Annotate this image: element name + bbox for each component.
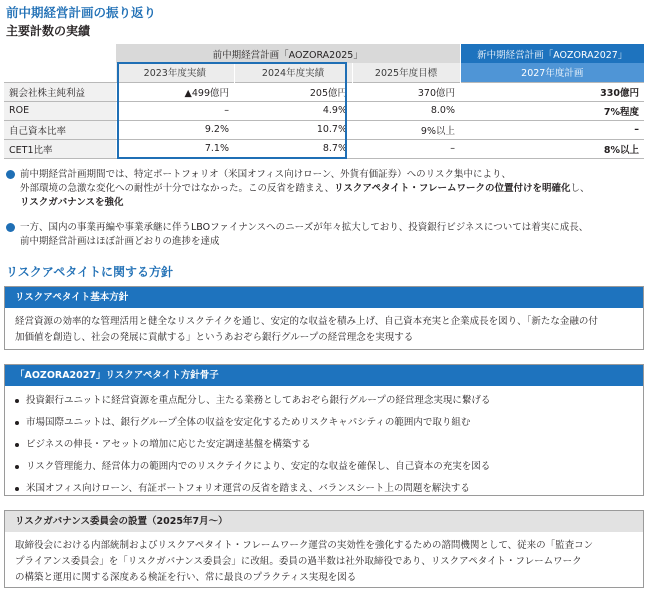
cell-value: 10.7% xyxy=(234,120,352,139)
cell-value: 7.1% xyxy=(116,139,234,158)
row-label: 自己資本比率 xyxy=(4,120,116,139)
table-heading: 主要計数の実績 xyxy=(6,24,91,38)
bullet-text: 前中期経営計画はほぼ計画どおりの進捗を達成 xyxy=(20,236,220,247)
box-text: 経営資源の効率的な管理活用と健全なリスクテイクを通じ、安定的な収益を積み上げ、自己資本充実と企業成長を図り、「新たな金融の付 xyxy=(15,316,598,327)
bullet-dot-icon xyxy=(6,223,15,232)
col-header-2024: 2024年度実績 xyxy=(234,63,352,82)
list-item: 市場国際ユニットは、銀行グループ全体の収益を安定化するためリスクキャパシティの範囲内で取り組む xyxy=(15,416,633,438)
group-header-new-plan: 新中期経営計画「AOZORA2027」 xyxy=(460,44,644,63)
row-label: CET1比率 xyxy=(4,139,116,158)
bullet-text: 一方、国内の事業再編や事業承継に伴うLBOファイナンスへのニーズが年々拡大しており、投資銀行ビジネスについては着実に成長、 xyxy=(20,222,589,233)
cell-value: ▲499億円 xyxy=(116,82,234,101)
col-header-2027-plan: 2027年度計画 xyxy=(460,63,644,82)
cell-value: – xyxy=(460,120,644,139)
table-row xyxy=(4,101,644,120)
bullet-text: し、 xyxy=(570,183,590,194)
cell-value: 8.0% xyxy=(352,101,460,120)
group-header-prev-plan: 前中期経営計画「AOZORA2025」 xyxy=(116,44,460,63)
list-item: ビジネスの伸長・アセットの増加に応じた安定調達基盤を構築する xyxy=(15,438,633,460)
cell-value: – xyxy=(352,139,460,158)
bullet-emphasis: リスクアペタイト・フレームワークの位置付けを明確化 xyxy=(334,183,571,194)
list-item: 米国オフィス向けローン、有証ポートフォリオ運営の反省を踏まえ、バランスシート上の問題を解決する xyxy=(15,482,633,504)
table-corner-2 xyxy=(4,63,116,82)
box-text: 加価値を創造し、社会の発展に貢献する」というあおぞら銀行グループの経営理念を実現する xyxy=(15,332,414,343)
box-title: リスクガバナンス委員会の設置（2025年7月〜） xyxy=(5,511,643,532)
cell-value: 330億円 xyxy=(460,82,644,101)
box-text: プライアンス委員会」を「リスクガバナンス委員会」に改組。委員の過半数は社外取締役であり、リスクアペタイト・フレームワーク xyxy=(15,556,582,567)
table-corner xyxy=(4,44,116,63)
table-row xyxy=(4,82,644,101)
bullet-text: 前中期経営計画期間では、特定ポートフォリオ（米国オフィス向けローン、外貨有価証券）へのリスク集中により、 xyxy=(20,169,511,180)
row-label: ROE xyxy=(4,101,116,120)
table-row xyxy=(4,139,644,158)
list-item: リスク管理能力、経営体力の範囲内でのリスクテイクにより、安定的な収益を確保し、自己資本の充実を図る xyxy=(15,460,633,482)
section-title: リスクアペタイトに関する方針 xyxy=(6,265,174,279)
cell-value: – xyxy=(116,101,234,120)
bullet-dot-icon xyxy=(6,170,15,179)
bullet-emphasis: リスクガバナンスを強化 xyxy=(20,197,124,208)
cell-value: 8%以上 xyxy=(460,139,644,158)
cell-value: 4.9% xyxy=(234,101,352,120)
cell-value: 9.2% xyxy=(116,120,234,139)
col-header-2023: 2023年度実績 xyxy=(116,63,234,82)
risk-governance-committee-box xyxy=(4,510,644,588)
key-figures-table xyxy=(4,44,644,159)
list-item: 投資銀行ユニットに経営資源を重点配分し、主たる業務としてあおぞら銀行グループの経営理念実現に繋げる xyxy=(15,394,633,416)
cell-value: 205億円 xyxy=(234,82,352,101)
cell-value: 370億円 xyxy=(352,82,460,101)
cell-value: 8.7% xyxy=(234,139,352,158)
box-text: 取締役会における内部統制およびリスクアペタイト・フレームワーク運営の実効性を強化するための諮問機関として、従来の「監査コン xyxy=(15,540,594,551)
box-title: 「AOZORA2027」リスクアペタイト方針骨子 xyxy=(5,365,643,386)
box-text: の構築と運用に関する深度ある検証を行い、常に最良のプラクティス実現を図る xyxy=(15,572,357,583)
bullet-text: 外部環境の急激な変化への耐性が十分ではなかった。この反省を踏まえ、 xyxy=(20,183,335,194)
bullet-item-review xyxy=(6,168,642,210)
bullet-item-growth xyxy=(6,221,642,249)
col-header-2025-target: 2025年度目標 xyxy=(352,63,460,82)
cell-value: 7%程度 xyxy=(460,101,644,120)
page-heading: 前中期経営計画の振り返り xyxy=(6,5,157,20)
row-label: 親会社株主純利益 xyxy=(4,82,116,101)
risk-appetite-basic-policy-box xyxy=(4,286,644,350)
box-title: リスクアペタイト基本方針 xyxy=(5,287,643,308)
table-row xyxy=(4,120,644,139)
cell-value: 9%以上 xyxy=(352,120,460,139)
risk-appetite-outline-box xyxy=(4,364,644,496)
